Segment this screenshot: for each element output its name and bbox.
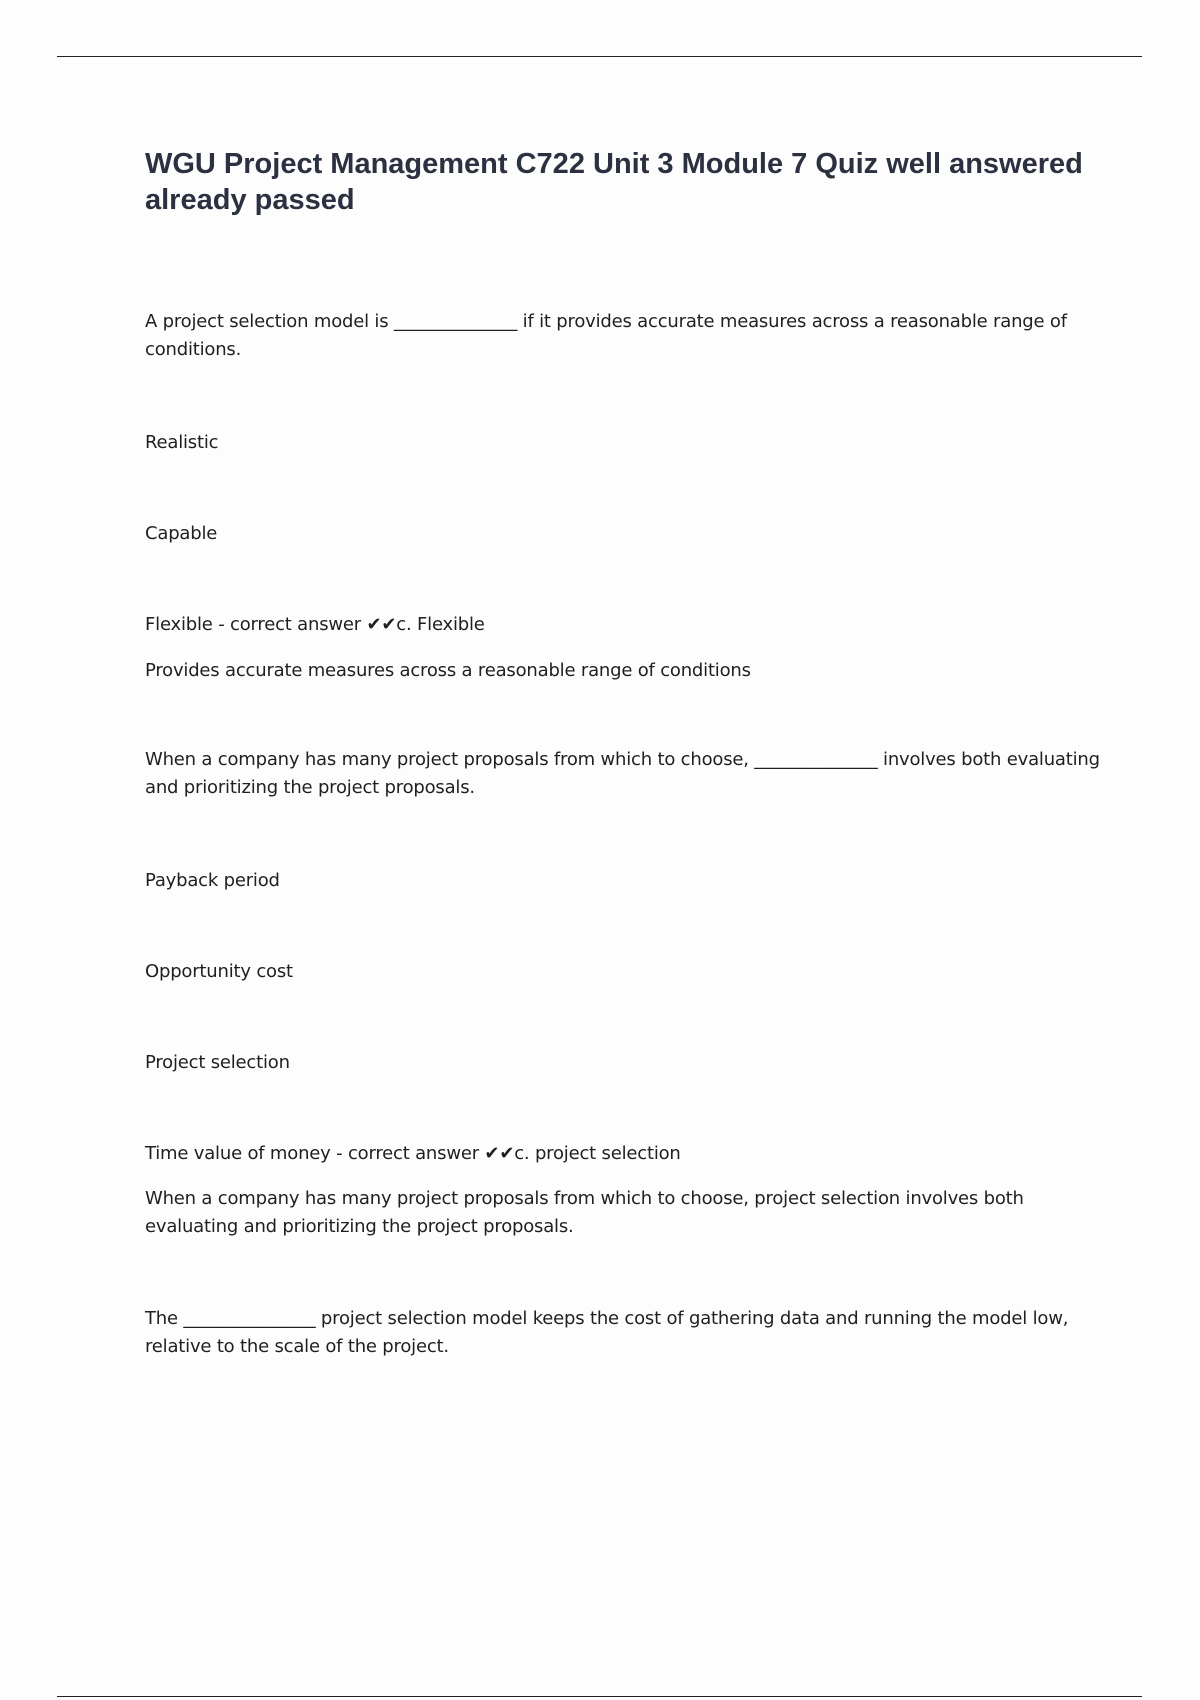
explanation-2: When a company has many project proposals from which to choose, project selection involves both evaluating and prioritizing the project proposals. bbox=[145, 1188, 1030, 1237]
question-1: A project selection model is ______________ if it provides accurate measures across a reasonable range of conditions. bbox=[145, 311, 1073, 360]
option-project-selection: Project selection bbox=[145, 1052, 290, 1073]
bottom-rule bbox=[57, 1696, 1142, 1697]
option-realistic: Realistic bbox=[145, 432, 219, 453]
document-title: WGU Project Management C722 Unit 3 Module 7 Quiz well answered already passed bbox=[145, 148, 1083, 216]
question-3: The _______________ project selection model keeps the cost of gathering data and running the model low, relative to the scale of the project. bbox=[145, 1308, 1074, 1357]
option-capable: Capable bbox=[145, 523, 218, 544]
top-rule bbox=[57, 56, 1142, 57]
explanation-1: Provides accurate measures across a reasonable range of conditions bbox=[145, 660, 751, 681]
answer-2: Time value of money - correct answer ✔✔c. project selection bbox=[145, 1143, 681, 1164]
answer-1: Flexible - correct answer ✔✔c. Flexible bbox=[145, 614, 485, 635]
option-payback-period: Payback period bbox=[145, 870, 280, 891]
option-opportunity-cost: Opportunity cost bbox=[145, 961, 293, 982]
question-2: When a company has many project proposals from which to choose, ______________ involves both evaluating and prioritizing the project proposals. bbox=[145, 749, 1106, 798]
